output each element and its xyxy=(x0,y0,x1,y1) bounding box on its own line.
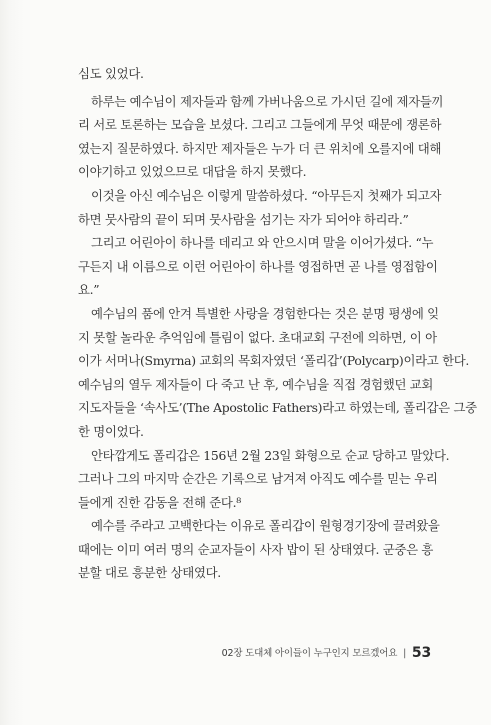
text-line: 들에게 진한 감동을 전해 준다.⁸ xyxy=(78,494,241,510)
body-text xyxy=(78,62,477,585)
text-line: 였는지 질문하였다. 하지만 제자들은 누가 더 큰 위치에 오를지에 대해 xyxy=(78,140,442,156)
text-line: 안타깝게도 폴리갑은 156년 2월 23일 화형으로 순교 당하고 말았다. xyxy=(91,447,450,463)
chapter-title: 도대체 아이들이 누구인지 모르겠어요 xyxy=(245,648,398,659)
text-line: 분할 대로 흥분한 상태였다. xyxy=(78,565,221,581)
text-line: 지도자들을 ‘속사도’(The Apostolic Fathers)라고 하였는데, 폴리갑은 그중 xyxy=(78,400,477,416)
text-line: 이가 서머나(Smyrna) 교회의 목회자였던 ‘폴리갑’(Polycarp)이라고 한다. xyxy=(78,353,470,369)
text-line: 지 못할 놀라운 추억임에 틀림이 없다. 초대교회 구전에 의하면, 이 아 xyxy=(78,329,437,345)
text-line: 예수님의 품에 안겨 특별한 사랑을 경험한다는 것은 분명 평생에 잊 xyxy=(91,305,439,321)
text-line: 리 서로 토론하는 모습을 보셨다. 그리고 그들에게 무엇 때문에 쟁론하 xyxy=(78,117,442,133)
text-line: 예수를 주라고 고백한다는 이유로 폴리갑이 원형경기장에 끌려왔을 xyxy=(91,518,440,534)
page-number: 53 xyxy=(411,645,431,661)
text-line: 하면 뭇사람의 끝이 되며 뭇사람을 섬기는 자가 되어야 하리라.” xyxy=(78,211,409,227)
text-line: 구든지 내 이름으로 이런 어린아이 하나를 영접하면 곧 나를 영접함이 xyxy=(78,258,438,274)
text-line: 그리고 어린아이 하나를 데리고 와 안으시며 말을 이어가셨다. “누 xyxy=(91,235,434,251)
text-line: 하루는 예수님이 제자들과 함께 가버나움으로 가시던 길에 제자들끼 xyxy=(91,93,444,109)
chapter-label: 02장 xyxy=(221,648,243,659)
text-line: 예수님의 열두 제자들이 다 죽고 난 후, 예수님을 직접 경험했던 교회 xyxy=(78,376,434,392)
text-line: 심도 있었다. xyxy=(78,66,144,81)
text-line: 이야기하고 있었으므로 대답을 하지 못했다. xyxy=(78,164,307,180)
text-line: 이것을 아신 예수님은 이렇게 말씀하셨다. “아무든지 첫째가 되고자 xyxy=(91,187,442,203)
page-footer xyxy=(222,643,431,663)
text-line: 그러나 그의 마지막 순간은 기록으로 남겨져 아직도 예수를 믿는 우리 xyxy=(78,471,438,487)
footer-separator: | xyxy=(403,648,407,659)
text-line: 때에는 이미 여러 명의 순교자들이 사자 밥이 된 상태였다. 군중은 흥 xyxy=(78,541,434,557)
text-line: 한 명이었다. xyxy=(78,423,144,439)
text-line: 요.” xyxy=(78,282,100,298)
